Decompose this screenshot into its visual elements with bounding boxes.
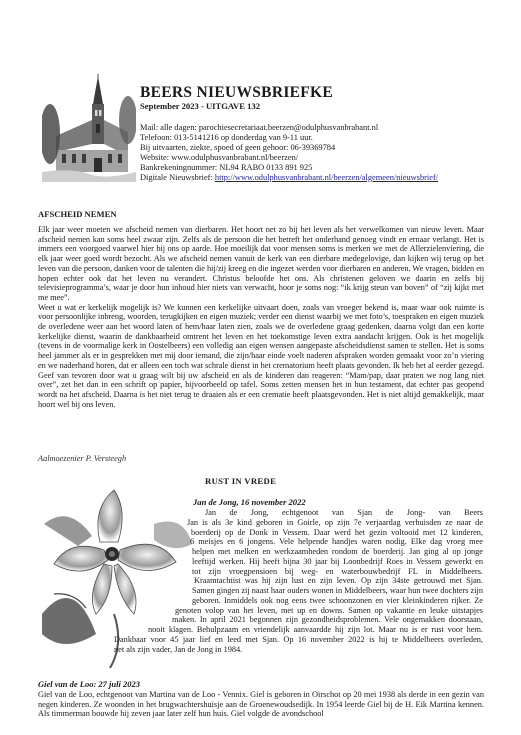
memorial-title-jan: Jan de Jong, 16 november 2022	[193, 497, 306, 507]
memorial-line: tot zijn vroegpensioen bij weg- en waterbouwbedrijf FL in Middelbeers.	[192, 566, 483, 576]
memorial-line: maken. In april 2021 begonnen zijn gezondheidsproblemen. Vele ongemakken doorstaan,	[172, 615, 483, 625]
contact-bank: Bankrekeningnummer: NL94 RABO 0133 891 925	[140, 162, 313, 172]
memorial-line: Kraamtachtist was hij zijn lust en zijn leven. Op zijn 34ste getrouwd met Sjan.	[194, 576, 483, 586]
author-signature: Aalmoezenier P. Versteegh	[38, 454, 127, 463]
memorial-line: leeftijd werken. Hij heeft bijna 30 jaar bij Loonbedrijf Roes in Vessem gewerkt en	[192, 556, 483, 566]
contact-emergency: Bij uitvaarten, ziekte, spoed of geen gehoor: 06-39369784	[140, 142, 336, 152]
memorial-line: Dankbaar voor 45 jaar lief en leed met Sjan. Op 16 november 2022 is hij te Middelbeers overleden,	[114, 634, 483, 644]
memorial-text-giel: Giel van de Loo, echtgenoot van Martina van de Loo - Vennix. Giel is geboren in Oirschot op 20 mei 1938 als derde in een gezin van negen kinderen. Ze woonden in het brugwachtershuisje aan de Groenewoudsedijk. In 1954 leerde Giel bij de H. Eik Martina kennen. Als timmerman bouwde hij zeven jaar later zelf hun huis. Giel volgde de avondschool	[38, 690, 484, 719]
memorial-line: Jan is als 3e kind geboren in Goirle, op zijn 7e verjaardag verhuisden ze naar de	[187, 517, 483, 527]
section-body-afscheid	[38, 225, 484, 409]
issue-subtitle: September 2023 - UITGAVE 132	[140, 101, 260, 111]
paragraph: Elk jaar weer moeten we afscheid nemen van dierbaren. Het hoort net zo bij het leven als het verwelkomen van nieuw leven. Maar afscheid nemen kan soms heel zwaar zijn. Zelfs als de persoon die het betreft het onderhand genoeg vindt en ernaar verlangt. Het is immers een voorgoed vaarwel hier bij ons op aarde. Hoe moeilijk dat voor mensen soms is merken we met de Allerzielenviering, die elk jaar weer goed wordt bezocht. Als we afscheid nemen vanuit de kerk van een dierbare medegelovige, dan kijken wij terug op het leven van die persoon, danken voor de talenten die hij/zij kreeg en die ingezet werden voor dierbaren en anderen. We vragen, bidden en hopen echter ook dat het leven nu verandert. Christus beloofde het ons. Als christenen geloven we daarin en zelfs bij televisieprogramma’s, waar je door hun inhoud hier niets van verwacht, hoor je soms nog: “ik krijg steun van boven” of “zij kijkt met me mee”.	[38, 225, 484, 302]
newsletter-link[interactable]: http://www.odulphusvanbrabant.nl/beerzen/algemeen/nieuwsbrief/	[214, 172, 439, 182]
memorial-line: boerderij op de Donk in Vessem. Daar werd het gezin voltooid met 12 kinderen,	[191, 527, 483, 537]
memorial-line: helpen met melken en werkzaamheden rondom de boerderij. Jan ging al op jonge	[192, 547, 483, 556]
memorial-line: genoten volop van het leven, met up en downs. Samen op vakantie en leuke uitstapjes	[175, 605, 483, 615]
section-heading-rust-in-vrede: RUST IN VREDE	[205, 476, 277, 486]
memorial-line: 6 meisjes en 6 jongens. Vele helpende handjes waren nodig. Elke dag vroeg mee	[190, 537, 483, 547]
contact-mail: Mail: alle dagen: parochiesecretariaat.beerzen@odulphusvanbrabant.nl	[140, 123, 379, 132]
section-heading-afscheid: AFSCHEID NEMEN	[38, 209, 117, 219]
memorial-line: Samen gingen zij naast haar ouders wonen in Middelbeers, waar hun twee dochters zijn	[192, 586, 483, 595]
contact-website: Website: www.odulphusvanbrabant.nl/beerzen/	[140, 152, 299, 162]
memorial-line: nooit klagen. Behulpzaam en vriendelijk aanvaardde hij zijn lot. Maar nu is er rust voor hem.	[148, 625, 483, 634]
memorial-line: Jan de Jong, echtgenoot van Sjan de Jong- van Beers	[205, 508, 483, 517]
church-illustration	[42, 74, 136, 182]
memorial-line: geboren. Inmiddels ook nog eens twee schoonzonen en vier kleinkinderen rijker. Ze	[192, 595, 483, 605]
memorial-title-giel: Giel van de Loo: 27 juli 2023	[38, 679, 140, 689]
digital-label: Digitale Nieuwsbrief:	[140, 172, 215, 182]
contact-digital	[140, 173, 515, 183]
contact-block	[140, 123, 515, 182]
contact-phone: Telefoon: 013-5141216 op donderdag van 9-11 uur.	[140, 132, 313, 142]
paragraph: Weet u wat er kerkelijk mogelijk is? We kunnen een kerkelijke uitvaart doen, zoals van vroeger bekend is, maar waar ook ruimte is voor persoonlijke inbreng, woorden, terugkijken en eigen muziek; verder een dienst waarbij we met foto’s, toespraken en eigen muziek de overledene weer aan het woord laten of hem/haar laten zien, zoals we de overledene graag gedenken, daarna volgt dan een korte kerkelijke dienst, waarin de dankbaarheid omtrent het leven en het toekomstige leven extra aandacht krijgen. Ook is het mogelijk (tevens in de voormalige kerk in Oostelbeers) een volledig aan eigen wensen aangepaste afscheidsdienst samen te stellen. Het is soms heel jammer als er in gesprekken met mij door iemand, die zijn/haar einde voelt naderen afspraken worden gemaakt voor zo’n viering en we naderhand horen, dat er alleen een toch wat schrale dienst in het crematorium heeft plaats gevonden. Ik heb het al eerder gezegd. Geef van tevoren door wat u graag wilt bij uw afscheid en als de kinderen dan reageren: “Mam/pap, daar praten we nog lang niet over”, zet het dan in een schrift op papier, bijvoorbeeld op tafel. Soms zetten mensen het in hun testament, dat echter pas geopend wordt na het afscheid. Daarna is het niet terug te draaien als er een crematie heeft plaatsgevonden. Het is niet altijd gemakkelijk, maar hoort wel bij ons leven.	[38, 302, 484, 409]
newsletter-title: BEERS NIEUWSBRIEFKE	[140, 84, 334, 101]
memorial-line: net als zijn vader, Jan de Jong in 1984.	[114, 644, 243, 654]
